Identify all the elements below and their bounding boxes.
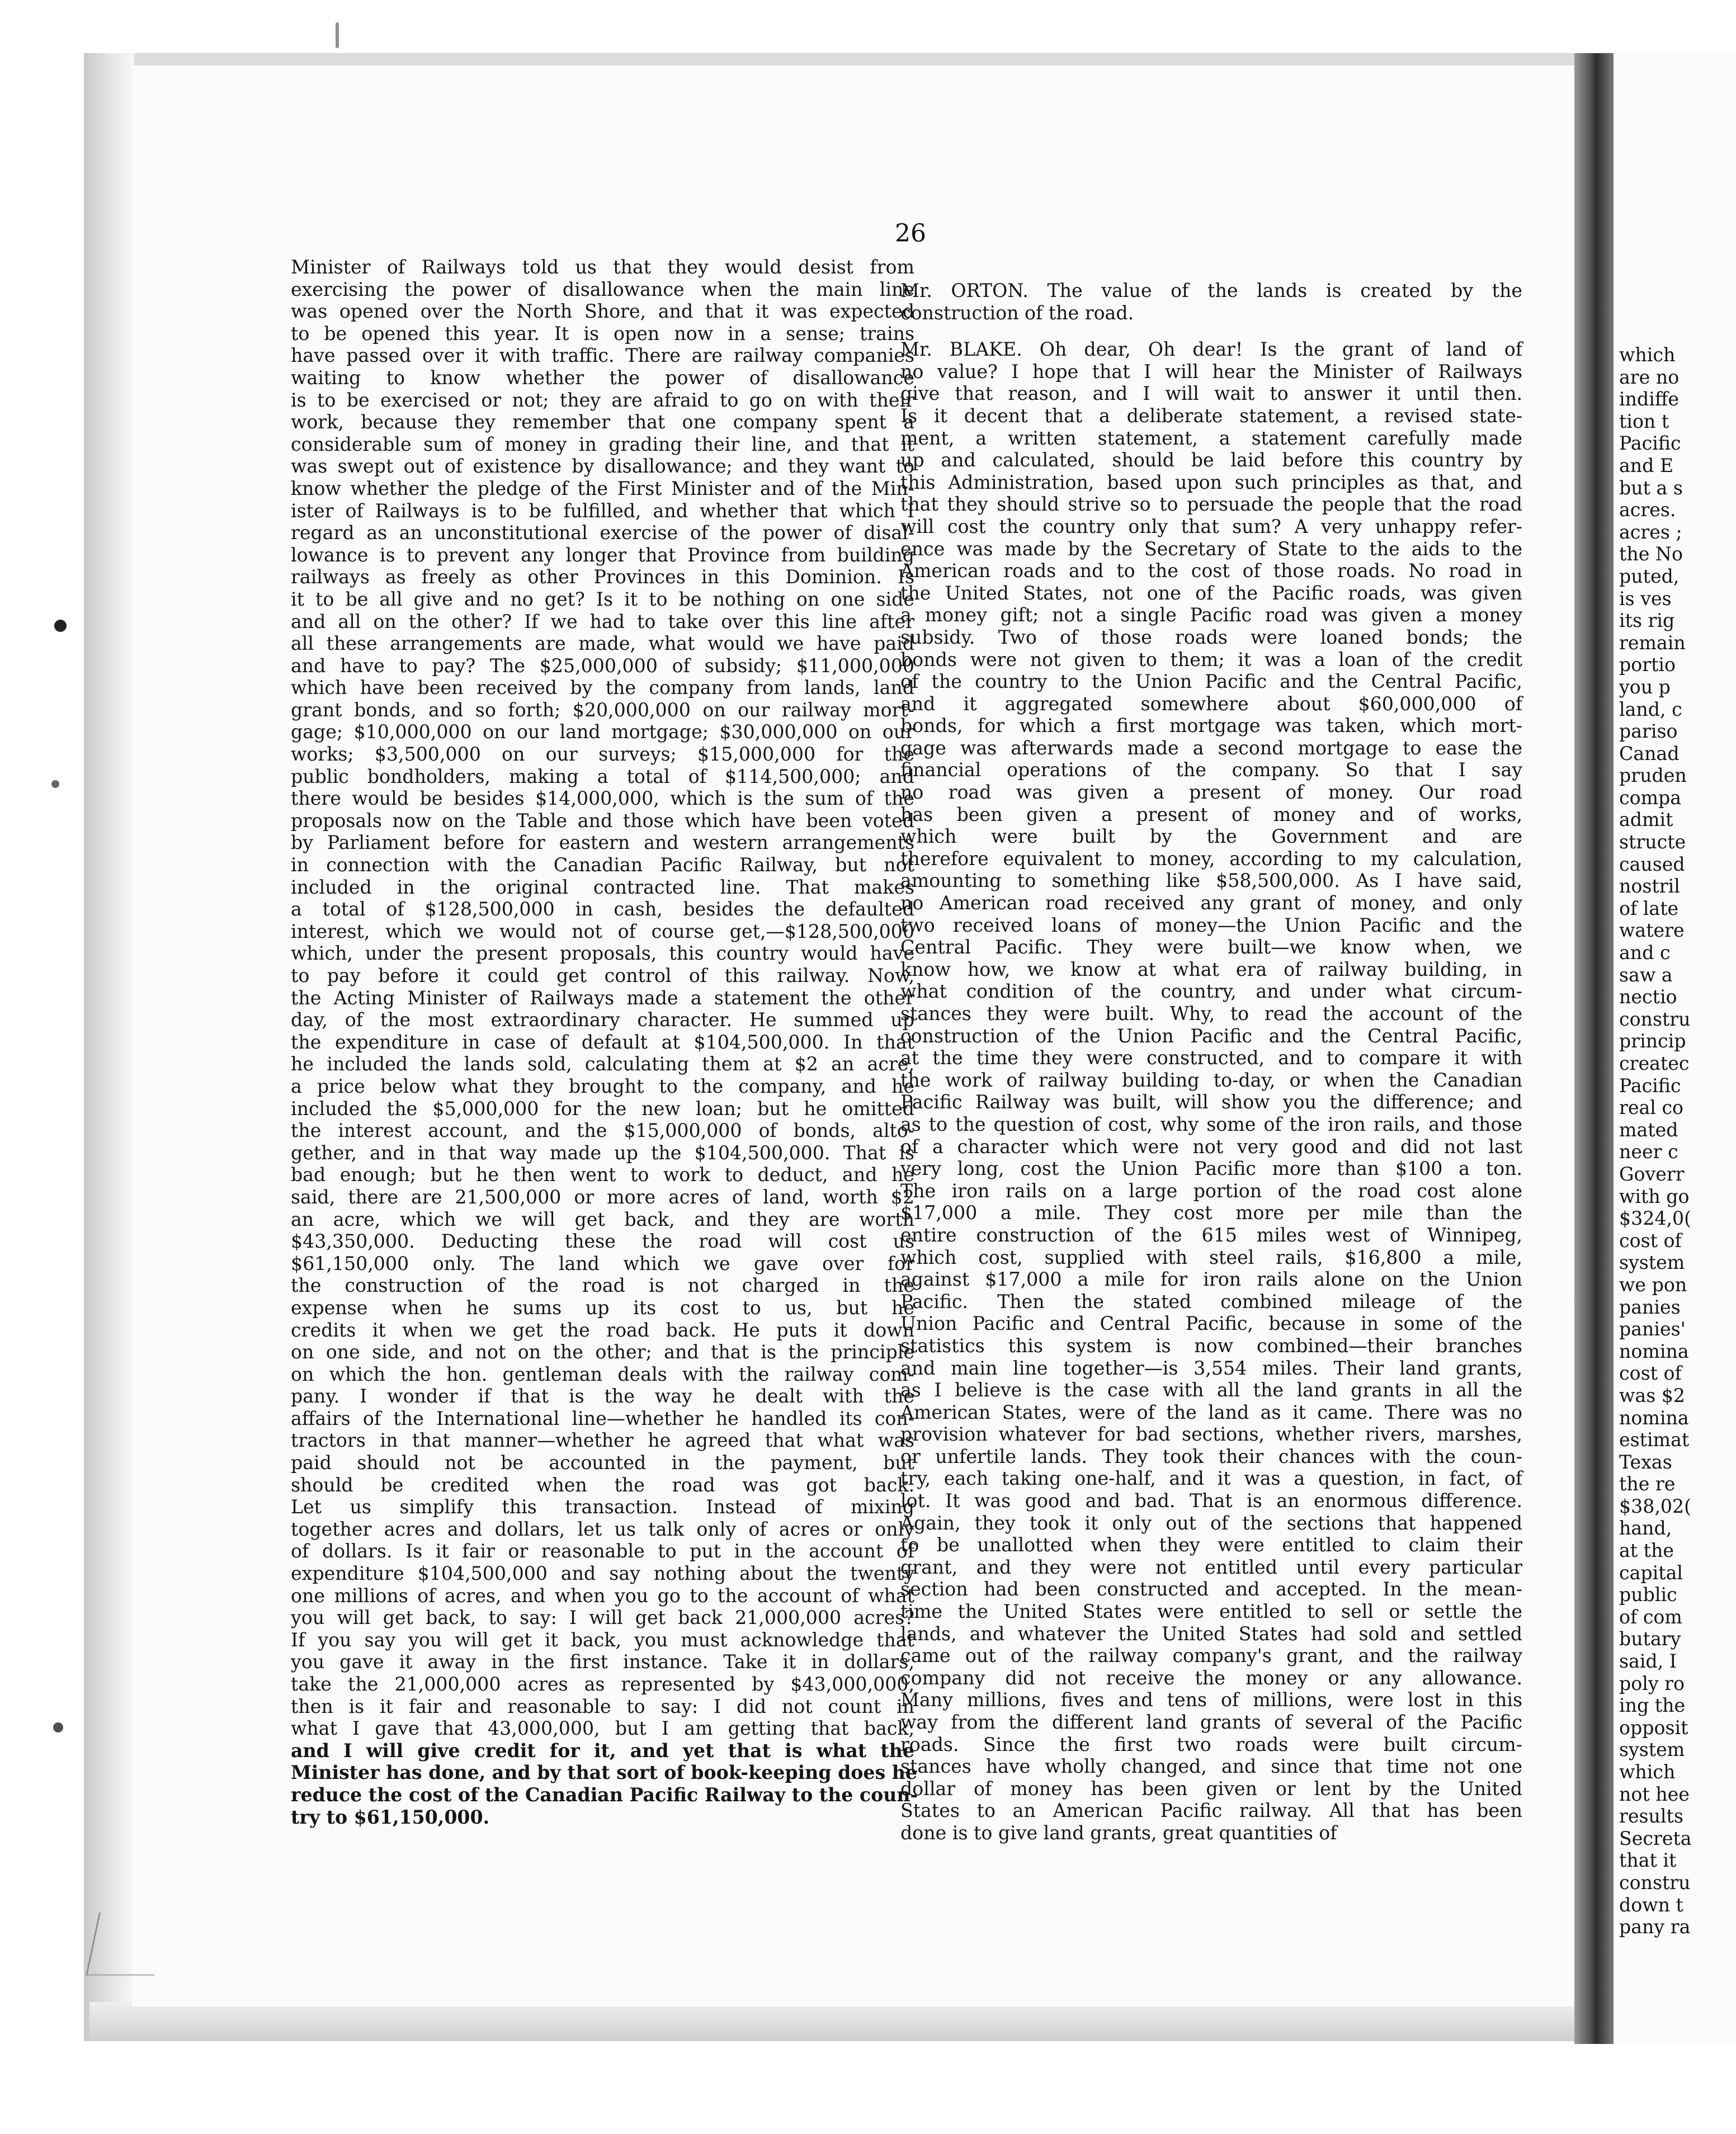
text-line: compa [1619,786,1682,809]
text-line: a money gift; not a single Pacific road was given a money [900,604,1522,626]
text-line: $38,02( [1619,1495,1692,1517]
text-line: saw a [1619,964,1673,986]
text-line: Minister has done, and by that sort of book-keeping does he [291,1762,918,1784]
text-line: lands, and whatever the United States had sold and settled [900,1622,1522,1645]
text-line: pariso [1619,720,1678,743]
text-line: financial operations of the company. So that I say [900,759,1522,781]
text-line: pany. I wonder if that is the way he dealt with the [291,1385,914,1408]
text-line: and all on the other? If we had to take over this line after [291,610,914,632]
text-line: company did not receive the money or any allowance. [900,1666,1522,1689]
text-line: will cost the country only that sum? A very unhappy refer- [900,515,1522,537]
text-line: structe [1619,831,1686,853]
text-line: to be unallotted when they were entitled to claim their [900,1534,1522,1556]
text-line: with go [1619,1185,1690,1207]
page-number: 26 [895,219,926,248]
text-line: ing the [1619,1694,1686,1717]
text-line: which [1619,1761,1676,1783]
text-line: land, c [1619,698,1682,720]
text-line: cost of [1619,1362,1682,1385]
text-line: dollar of money has been given or lent by the United [900,1777,1522,1800]
text-line: gage was afterwards made a second mortgage to ease the [900,736,1522,759]
text-line: but a s [1619,476,1683,499]
text-line: Let us simplify this transaction. Instead of mixing [291,1496,914,1518]
text-line: work, because they remember that one company spent a [291,411,914,433]
text-line: proposals now on the Table and those which have been voted [291,809,914,832]
text-line: the re [1619,1473,1676,1495]
text-line: or unfertile lands. They took their chances with the coun- [900,1445,1522,1467]
text-line: reduce the cost of the Canadian Pacific Railway to the coun- [291,1783,918,1806]
text-line: which [1619,344,1676,366]
text-line: Is it decent that a deliberate statement, a revised state- [900,404,1522,427]
text-line: the No [1619,543,1683,565]
text-line: interest, which we would not of course get,—$128,500,000 [291,920,914,942]
text-line: expense when he sums up its cost to us, but he [291,1296,914,1319]
text-line: createc [1619,1052,1690,1074]
text-line: ment, a written statement, a statement carefully made [900,427,1522,449]
text-line: are no [1619,366,1680,388]
text-line: came out of the railway company's grant, and the railway [900,1645,1522,1667]
text-line: lot. It was good and bad. That is an enormous difference. [900,1490,1522,1512]
text-line: panies' [1619,1318,1686,1340]
text-line: of dollars. Is it fair or reasonable to put in the account of [291,1540,914,1562]
text-line: what I gave that 43,000,000, but I am getting that back, [291,1717,914,1740]
page-edge-top [89,53,1577,65]
text-line: included in the original contracted line. That makes [291,876,914,898]
text-line: very long, cost the Union Pacific more than $100 a ton. [900,1158,1522,1180]
text-line: said, I [1619,1650,1677,1673]
next-page-sheet [1614,53,1736,2044]
ink-speck [54,620,67,632]
text-line: therefore equivalent to money, according to my calculation, [900,847,1522,870]
text-line: no value? I hope that I will hear the Minister of Railways [900,360,1522,383]
text-line: to pay before it could get control of this railway. Now, [291,965,914,986]
text-line: and it aggregated somewhere about $60,000,000 of [900,692,1522,715]
text-line: grant bonds, and so forth; $20,000,000 on our railway mort- [291,698,914,721]
text-line: subsidy. Two of those roads were loaned bonds; the [900,626,1522,648]
text-line: American roads and to the cost of those roads. No road in [900,560,1522,582]
text-line: is ves [1619,587,1672,610]
text-line: $61,150,000 only. The land which we gave over for [291,1252,914,1274]
text-line: included the $5,000,000 for the new loan; but he omitted [291,1097,914,1120]
text-line: butary [1619,1628,1681,1650]
text-line: the United States, not one of the Pacific roads, was given [900,582,1522,604]
text-line: no road was given a present of money. Our road [900,781,1522,804]
text-line: Minister of Railways told us that they would desist from [291,256,914,278]
text-line: amounting to something like $58,500,000. As I have said, [900,870,1522,892]
text-line: no American road received any grant of money, and only [900,892,1522,914]
next-page-text-column [1619,344,1736,1938]
text-line: which have been received by the company from lands, land [291,677,914,699]
text-line: nomina [1619,1340,1689,1362]
text-line: have passed over it with traffic. There are railway companies [291,344,914,367]
text-line: bonds, for which a first mortgage was taken, which mort- [900,715,1522,737]
text-line: section had been constructed and accepted. In the mean- [900,1578,1522,1600]
text-line: two received loans of money—the Union Pacific and the [900,914,1522,936]
text-line: which cost, supplied with steel rails, $16,800 a mile, [900,1246,1522,1268]
text-line: was swept out of existence by disallowance; and they want to [291,455,914,478]
text-line: at the time they were constructed, and to compare it with [900,1047,1522,1069]
page-edge-bottom [89,2002,1577,2041]
text-line: Again, they took it only out of the sections that happened [900,1512,1522,1534]
text-line: caused [1619,853,1685,875]
text-line: the interest account, and the $15,000,000 of bonds, alto- [291,1120,914,1142]
text-line: The iron rails on a large portion of the road cost alone [900,1179,1522,1202]
text-line: Mr. BLAKE. Oh dear, Oh dear! Is the grant of land of [900,338,1522,361]
text-line: said, there are 21,500,000 or more acres of land, worth $2 [291,1186,914,1208]
text-line: as to the question of cost, why some of the iron rails, and those [900,1113,1522,1135]
text-line: and have to pay? The $25,000,000 of subsidy; $11,000,000 [291,654,914,677]
text-line: of com [1619,1606,1682,1628]
text-line: then is it fair and reasonable to say: I did not count in [291,1695,914,1717]
text-line: pany ra [1619,1916,1691,1938]
text-line: we pon [1619,1273,1687,1296]
text-line: on one side, and not on the other; and that is the principle [291,1341,914,1363]
text-line: bad enough; but he then went to work to deduct, and he [291,1164,914,1186]
text-line: know whether the pledge of the First Minister and of the Min- [291,477,914,499]
text-line: If you say you will get it back, you must acknowledge that [291,1628,914,1651]
text-line: way from the different land grants of several of the Pacific [900,1711,1522,1733]
text-line: to be opened this year. It is open now in a sense; trains [291,322,914,344]
text-line: $43,350,000. Deducting these the road will cost us [291,1230,914,1253]
text-line: admit [1619,809,1673,831]
text-line: a price below what they brought to the company, and he [291,1075,914,1097]
text-line: pruden [1619,764,1687,787]
ink-speck [53,1722,63,1732]
text-line: indiffe [1619,388,1680,410]
text-line: bonds were not given to them; it was a loan of the credit [900,648,1522,671]
text-line: a total of $128,500,000 in cash, besides the defaulted [291,898,914,920]
text-line: entire construction of the 615 miles west of Winnipeg, [900,1224,1522,1246]
text-line: $17,000 a mile. They cost more per mile than the [900,1202,1522,1224]
text-line: of the country to the Union Pacific and the Central Pacific, [900,671,1522,693]
text-line: estimat [1619,1429,1690,1451]
text-line: time the United States were entitled to sell or settle the [900,1600,1522,1623]
text-line: of a character which were not very good and did not last [900,1135,1522,1158]
left-text-column [291,256,918,1828]
right-text-column [900,280,1522,1844]
text-line: he included the lands sold, calculating them at $2 an acre, [291,1053,914,1075]
text-line: ence was made by the Secretary of State to the aids to the [900,537,1522,560]
text-line: up and calculated, should be laid before this country by [900,449,1522,471]
text-line: and E [1619,454,1674,476]
text-line: nomina [1619,1406,1689,1429]
text-line: neer c [1619,1141,1678,1163]
text-line: Central Pacific. They were built—we know when, we [900,936,1522,959]
text-line: princip [1619,1030,1686,1052]
text-line: and c [1619,942,1671,964]
text-line: by Parliament before for eastern and western arrangements [291,832,914,854]
text-line: opposit [1619,1716,1688,1739]
text-line: cost of [1619,1229,1682,1252]
ink-speck [336,22,339,48]
text-line: expenditure $104,500,000 and say nothing about the twenty [291,1562,914,1585]
text-line: Texas [1619,1451,1672,1473]
text-line: which were built by the Government and are [900,825,1522,848]
text-line: railways as freely as other Provinces in this Dominion. Is [291,566,914,588]
text-line: real co [1619,1097,1684,1119]
text-line: done is to give land grants, great quantities of [900,1821,1337,1844]
text-line: construction of the Union Pacific and the Central Pacific, [900,1024,1522,1047]
text-line: there would be besides $14,000,000, which is the sum of the [291,787,914,810]
text-line: and I will give credit for it, and yet that is what the [291,1739,914,1762]
text-line: as I believe is the case with all the land grants in all the [900,1379,1522,1401]
text-line: roads. Since the first two roads were built circum- [900,1733,1522,1755]
text-line: know how, we know at what era of railway building, in [900,958,1522,980]
text-line: exercising the power of disallowance when the main line [291,278,914,300]
text-line: gether, and in that way made up the $104,500,000. That is [291,1141,914,1164]
text-line: give that reason, and I will wait to answer it until then. [900,383,1522,405]
text-line: affairs of the International line—whether he handled its con- [291,1407,914,1429]
text-line: portio [1619,654,1676,676]
text-line: has been given a present of money and of works, [900,803,1522,825]
text-line: try, each taking one-half, and it was a question, in fact, of [900,1467,1522,1490]
text-line: Goverr [1619,1163,1685,1185]
text-line: capital [1619,1561,1683,1584]
text-line: panies [1619,1296,1681,1318]
text-line: try to $61,150,000. [291,1806,490,1828]
text-line: stances they were built. Why, to read the account of the [900,1003,1522,1024]
text-line: paid should not be accounted in the payment, but [291,1452,914,1474]
text-line: Canad [1619,742,1680,764]
text-line: watere [1619,919,1685,942]
text-line: that they should strive so to persuade the people that the road [900,493,1522,516]
text-line: public bondholders, making a total of $114,500,000; and [291,765,914,787]
text-line: acres. [1619,499,1676,521]
text-line: the work of railway building to-day, or when the Canadian [900,1069,1522,1091]
text-line: is to be exercised or not; they are afraid to go on with their [291,389,914,411]
text-line: Pacific [1619,1074,1681,1097]
text-line: together acres and dollars, let us talk only of acres or only [291,1518,914,1540]
text-line: Secreta [1619,1827,1692,1849]
text-line: on which the hon. gentleman deals with the railway com- [291,1363,914,1385]
text-line: poly ro [1619,1672,1685,1694]
text-line: and main line together—is 3,554 miles. Their land grants, [900,1357,1522,1379]
text-line: States to an American Pacific railway. All that has been [900,1800,1522,1822]
page-corner-crease [86,1913,168,1976]
text-line: construction of the road. [900,301,1134,324]
text-line: Pacific [1619,432,1681,455]
text-line: at the [1619,1540,1674,1562]
text-line: system [1619,1739,1685,1761]
text-line: should be credited when the road was got back. [291,1474,914,1496]
text-line: an acre, which we will get back, and they are worth [291,1208,914,1230]
text-line: Union Pacific and Central Pacific, because in some of the [900,1312,1522,1335]
text-line: in connection with the Canadian Pacific Railway, but not [291,854,914,876]
text-line: Pacific Railway was built, will show you the difference; and [900,1091,1522,1113]
text-line: which, under the present proposals, this country would have [291,942,914,965]
text-line: statistics this system is now combined—their branches [900,1334,1522,1357]
text-line: provision whatever for bad sections, whether rivers, marshes, [900,1423,1522,1446]
text-line: constru [1619,1008,1691,1030]
text-line: puted, [1619,565,1680,587]
text-line: constru [1619,1871,1691,1894]
text-line: tion t [1619,410,1669,432]
text-line: the construction of the road is not charged in the [291,1274,914,1297]
text-line: the Acting Minister of Railways made a statement the other [291,986,914,1009]
text-line: it to be all give and no get? Is it to be nothing on one side [291,588,914,610]
text-line: what condition of the country, and under what circum- [900,980,1522,1003]
text-line: considerable sum of money in grading their line, and that it [291,433,914,455]
text-line: the expenditure in case of default at $104,500,000. In that [291,1031,914,1053]
text-line: against $17,000 a mile for iron rails alone on the Union [900,1268,1522,1291]
text-line: public [1619,1584,1677,1606]
text-line: tractors in that manner—whether he agreed that what was [291,1429,914,1452]
text-line: you p [1619,676,1671,698]
page-edge-left [84,53,134,2041]
text-line: was opened over the North Shore, and that it was expected [291,300,914,323]
text-line: American States, were of the land as it came. There was no [900,1401,1522,1423]
text-line: nostril [1619,875,1680,898]
text-line: this Administration, based upon such principles as that, and [900,471,1522,493]
text-line: Mr. ORTON. The value of the lands is created by the [900,280,1522,301]
text-line: was $2 [1619,1384,1686,1406]
text-line: you will get back, to say: I will get back 21,000,000 acres? [291,1607,914,1629]
text-line: results [1619,1805,1683,1828]
text-line: you gave it away in the first instance. Take it in dollars, [291,1651,914,1673]
text-line: grant, and they were not entitled until every particular [900,1556,1522,1578]
text-line: of late [1619,897,1679,919]
text-line: nectio [1619,986,1677,1008]
text-line: ister of Railways is to be fulfilled, and whether that which I [291,499,914,522]
text-line: credits it when we get the road back. He puts it down [291,1319,914,1341]
text-line: that it [1619,1849,1677,1872]
text-line: waiting to know whether the power of disallowance [291,366,914,389]
text-line: Many millions, fives and tens of millions, were lost in this [900,1689,1522,1711]
text-line: system [1619,1252,1685,1274]
text-line: acres ; [1619,521,1682,543]
text-line: stances have wholly changed, and since that time not one [900,1755,1522,1778]
text-line: remain [1619,631,1686,654]
text-line: day, of the most extraordinary character. He summed up [291,1009,914,1031]
text-line: gage; $10,000,000 on our land mortgage; $30,000,000 on our [291,721,914,743]
ink-speck [51,780,59,788]
book-gutter [1574,53,1614,2044]
text-line: Pacific. Then the stated combined mileage of the [900,1290,1522,1312]
text-line: regard as an unconstitutional exercise of the power of disal- [291,522,914,544]
text-line: hand, [1619,1517,1672,1540]
text-line: $324,0( [1619,1207,1692,1230]
text-line: all these arrangements are made, what would we have paid [291,632,914,655]
text-line: take the 21,000,000 acres as represented by $43,000,000, [291,1673,914,1695]
text-line: mated [1619,1118,1678,1141]
text-line: works; $3,500,000 on our surveys; $15,000,000 for the [291,743,914,766]
text-line: down t [1619,1894,1683,1916]
text-line: lowance is to prevent any longer that Province from building [291,544,914,566]
text-line: its rig [1619,610,1675,632]
text-line: one millions of acres, and when you go to the account of what [291,1584,914,1607]
text-line: not hee [1619,1783,1690,1805]
